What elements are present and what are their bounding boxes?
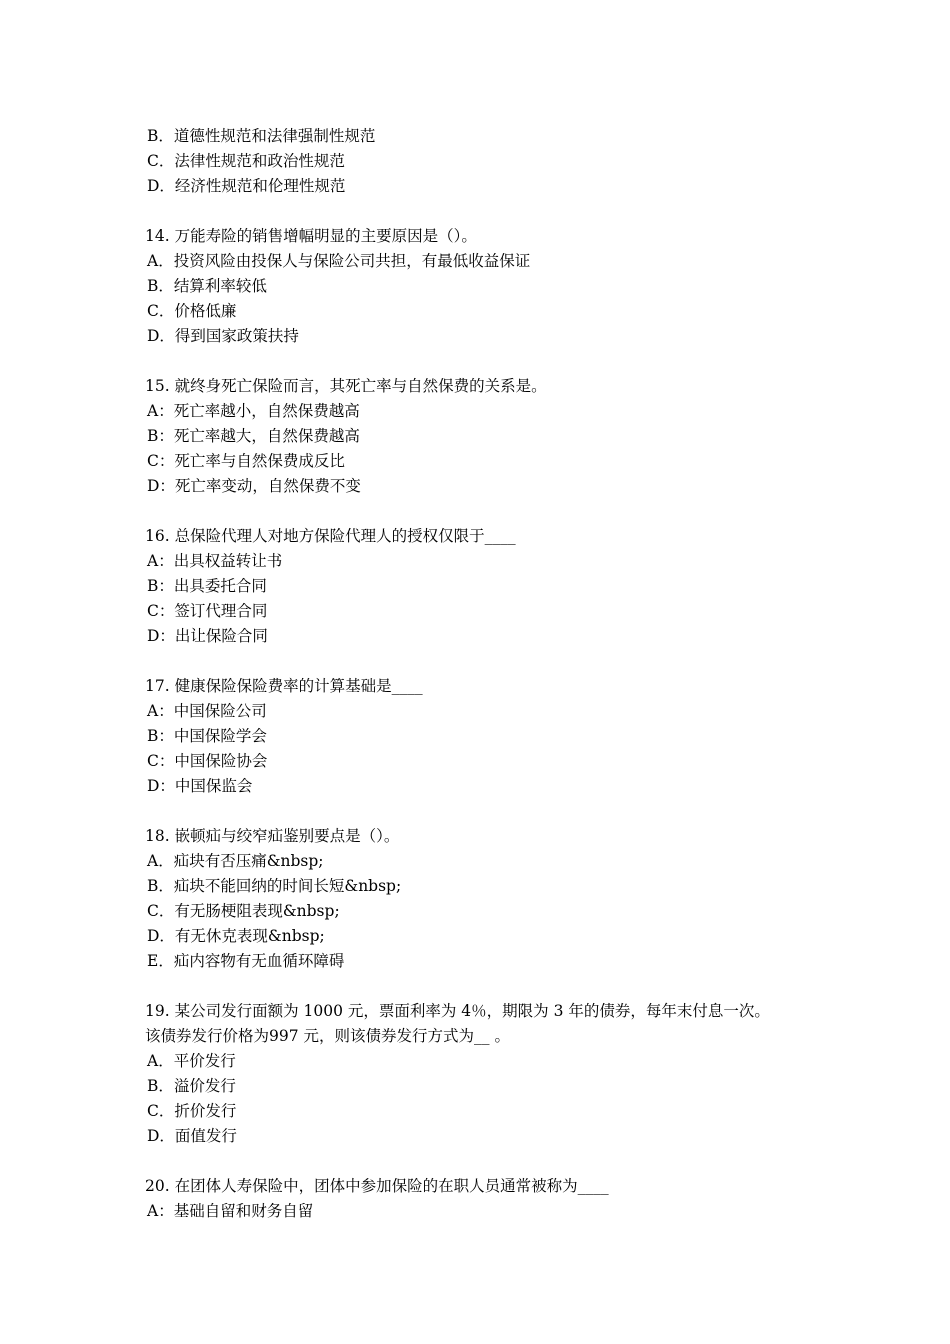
option-d: D．有无休克表现&nbsp; <box>147 927 325 945</box>
option-b: B．疝块不能回纳的时间长短&nbsp; <box>147 877 402 895</box>
question-17 <box>145 674 825 799</box>
option-d: D．经济性规范和伦理性规范 <box>147 177 346 195</box>
option-b: B．溢价发行 <box>147 1077 236 1095</box>
option-d: D：出让保险合同 <box>147 627 268 645</box>
option-b: B：出具委托合同 <box>147 577 267 595</box>
option-a: A．投资风险由投保人与保险公司共担，有最低收益保证 <box>147 252 531 270</box>
question-20 <box>145 1174 825 1224</box>
question-stem-line-1: 19. 某公司发行面额为 1000 元，票面利率为 4％，期限为 3 年的债券，每年末付息一次。 <box>145 1002 770 1020</box>
question-14 <box>145 224 825 349</box>
option-d: D．得到国家政策扶持 <box>147 327 299 345</box>
option-b: B：死亡率越大，自然保费越高 <box>147 427 360 445</box>
option-c: C：死亡率与自然保费成反比 <box>147 452 345 470</box>
option-a: A．平价发行 <box>147 1052 236 1070</box>
option-a: A：中国保险公司 <box>147 702 267 720</box>
question-stem: 15. 就终身死亡保险而言，其死亡率与自然保费的关系是。 <box>145 377 547 395</box>
option-a: A：出具权益转让书 <box>147 552 283 570</box>
question-stem-line-2: 该债券发行价格为997 元，则该债券发行方式为__ 。 <box>145 1027 510 1045</box>
question-stem: 16. 总保险代理人对地方保险代理人的授权仅限于____ <box>145 527 516 545</box>
option-c: C．价格低廉 <box>147 302 237 320</box>
question-19 <box>145 999 825 1149</box>
option-e: E．疝内容物有无血循环障碍 <box>147 952 345 970</box>
option-d: D．面值发行 <box>147 1127 237 1145</box>
question-stem: 18. 嵌顿疝与绞窄疝鉴别要点是（）。 <box>145 827 400 845</box>
option-b: B．道德性规范和法律强制性规范 <box>147 127 376 145</box>
option-c: C：签订代理合同 <box>147 602 268 620</box>
question-stem: 20. 在团体人寿保险中，团体中参加保险的在职人员通常被称为____ <box>145 1177 609 1195</box>
question-16 <box>145 524 825 649</box>
question-stem: 17. 健康保险保险费率的计算基础是____ <box>145 677 423 695</box>
question-18 <box>145 824 825 974</box>
option-b: B：中国保险学会 <box>147 727 267 745</box>
option-b: B．结算利率较低 <box>147 277 267 295</box>
document-page <box>145 124 825 1224</box>
option-c: C．有无肠梗阻表现&nbsp; <box>147 902 340 920</box>
option-d: D：死亡率变动，自然保费不变 <box>147 477 361 495</box>
option-a: A：基础自留和财务自留 <box>147 1202 314 1220</box>
option-a: A．疝块有否压痛&nbsp; <box>147 852 324 870</box>
question-stem: 14. 万能寿险的销售增幅明显的主要原因是（）。 <box>145 227 477 245</box>
carryover-options <box>145 124 825 199</box>
question-15 <box>145 374 825 499</box>
option-d: D：中国保监会 <box>147 777 253 795</box>
option-c: C．法律性规范和政治性规范 <box>147 152 345 170</box>
option-c: C：中国保险协会 <box>147 752 268 770</box>
option-a: A：死亡率越小，自然保费越高 <box>147 402 360 420</box>
option-c: C．折价发行 <box>147 1102 237 1120</box>
